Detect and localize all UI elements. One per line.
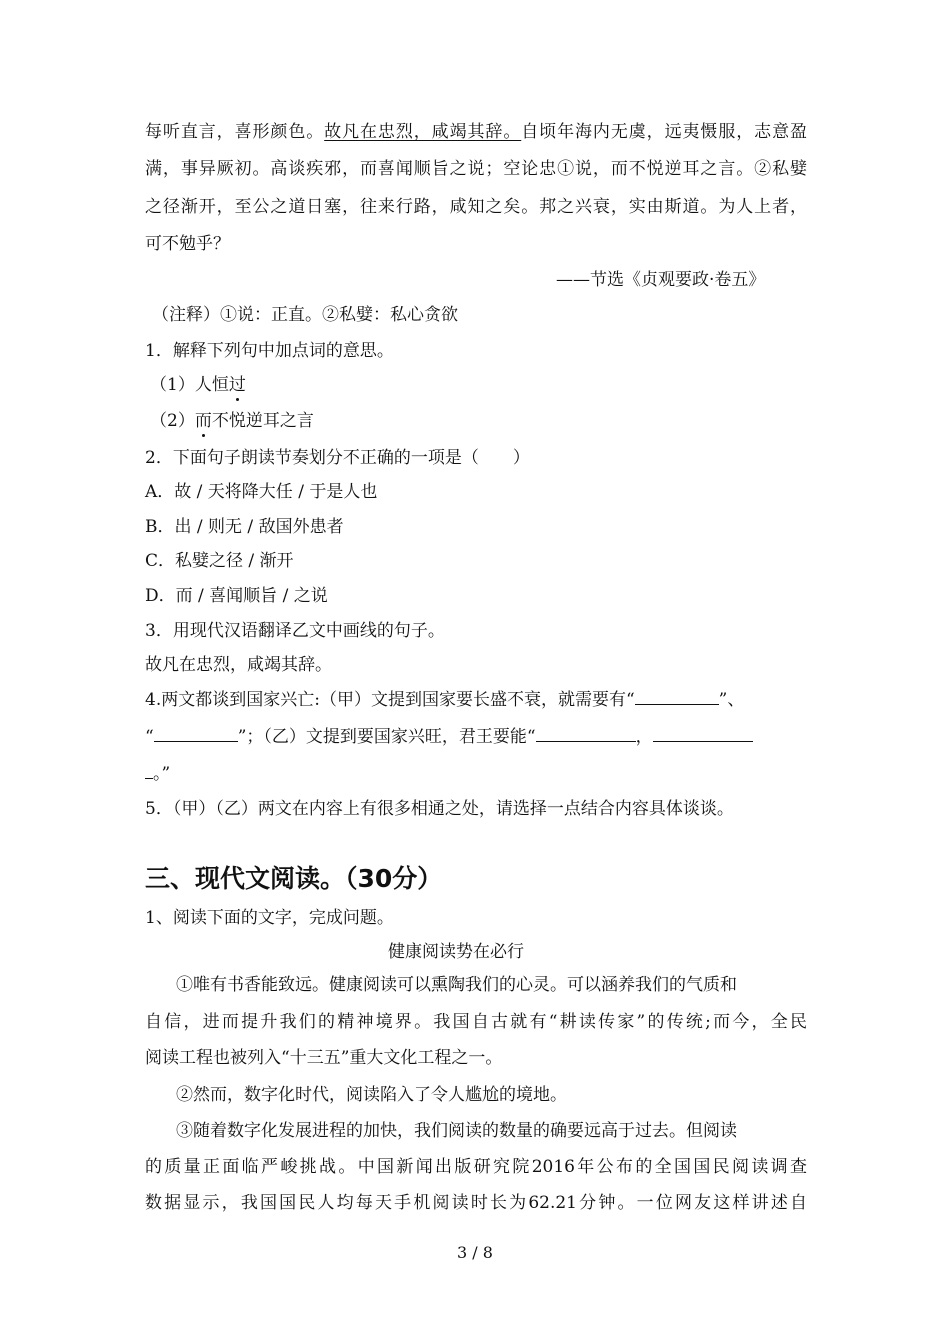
question-5: 5．（甲）（乙）两文在内容上有很多相通之处，请选择一点结合内容具体谈谈。 <box>145 799 734 819</box>
question-text: ”、 <box>718 690 745 710</box>
passage-line-1 <box>145 120 807 144</box>
answer-blank[interactable] <box>145 762 153 779</box>
article-p1-line-3: 阅读工程也被列入“十三五”重大文化工程之一。 <box>145 1048 503 1068</box>
section-3-heading: 三、现代文阅读。（30分） <box>145 864 443 893</box>
question-3-sentence: 故凡在忠烈，咸竭其辞。 <box>145 655 332 675</box>
annotation-notes: （注释）①说：正直。②私嬖：私心贪欲 <box>152 305 458 325</box>
item-text: （2） <box>150 411 195 431</box>
answer-blank[interactable] <box>635 688 719 705</box>
passage-line-2: 满，事异厥初。高谈疾邪，而喜闻顺旨之说；空论忠①说，而不悦逆耳之言。②私嬖 <box>145 159 807 179</box>
passage-line-3: 之径渐开，至公之道日塞，往来行路，咸知之矣。邦之兴衰，实由斯道。为人上者， <box>145 197 807 217</box>
article-title: 健康阅读势在必行 <box>388 942 524 962</box>
item-text: 不悦逆耳之言 <box>211 411 314 431</box>
question-4-line-1 <box>145 688 744 712</box>
question-text: ”；（乙）文提到要国家兴旺，君王要能“ <box>237 727 536 747</box>
answer-blank[interactable] <box>536 725 636 742</box>
passage-text: 每听直言，喜形颜色。 <box>145 122 325 142</box>
dotted-word: 而 <box>194 411 212 431</box>
question-text: 。” <box>153 764 171 784</box>
answer-blank[interactable] <box>653 725 753 742</box>
passage-source: ——节选《贞观要政·卷五》 <box>556 270 766 290</box>
article-p3-line-2: 的质量正面临严峻挑战。中国新闻出版研究院2016年公布的全国国民阅读调查 <box>145 1157 807 1177</box>
passage-line-4: 可不勉乎？ <box>145 234 230 254</box>
option-d: D．而 / 喜闻顺旨 / 之说 <box>145 586 328 606</box>
article-p3-line-1: ③随着数字化发展进程的加快，我们阅读的数量的确要远高于过去。但阅读 <box>176 1121 737 1141</box>
question-3: 3．用现代汉语翻译乙文中画线的句子。 <box>145 621 445 641</box>
question-2: 2．下面句子朗读节奏划分不正确的一项是（ ） <box>145 448 530 468</box>
item-text: （1）人恒 <box>150 375 229 395</box>
article-p2: ②然而，数字化时代，阅读陷入了令人尴尬的境地。 <box>176 1085 567 1105</box>
page-number: 3 / 8 <box>457 1243 493 1262</box>
dotted-word: 过 <box>228 375 246 395</box>
question-text: ， <box>635 727 653 747</box>
underlined-sentence: 故凡在忠烈，咸竭其辞。 <box>324 122 522 142</box>
option-c: C．私嬖之径 / 渐开 <box>145 551 294 571</box>
answer-blank[interactable] <box>154 725 238 742</box>
question-text: “ <box>145 727 154 747</box>
option-a: A．故 / 天将降大任 / 于是人也 <box>145 482 378 502</box>
section-3-intro: 1、阅读下面的文字，完成问题。 <box>145 908 394 928</box>
question-1: 1．解释下列句中加点词的意思。 <box>145 341 394 361</box>
article-p3-line-3: 数据显示，我国国民人均每天手机阅读时长为62.21分钟。一位网友这样讲述自 <box>145 1193 807 1213</box>
article-p1-line-1: ①唯有书香能致远。健康阅读可以熏陶我们的心灵。可以涵养我们的气质和 <box>176 975 737 995</box>
question-text: 4.两文都谈到国家兴亡:（甲）文提到国家要长盛不衰，就需要有“ <box>145 690 635 710</box>
passage-text: 自顷年海内无虞，远夷慑服，志意盈 <box>521 122 808 142</box>
question-1-item-1 <box>150 373 246 397</box>
option-b: B．出 / 则无 / 敌国外患者 <box>145 517 344 537</box>
question-4-line-3 <box>145 762 170 786</box>
question-1-item-2 <box>150 409 314 433</box>
article-p1-line-2: 自信，进而提升我们的精神境界。我国自古就有“耕读传家”的传统;而今，全民 <box>145 1012 807 1032</box>
question-4-line-2 <box>145 725 753 749</box>
